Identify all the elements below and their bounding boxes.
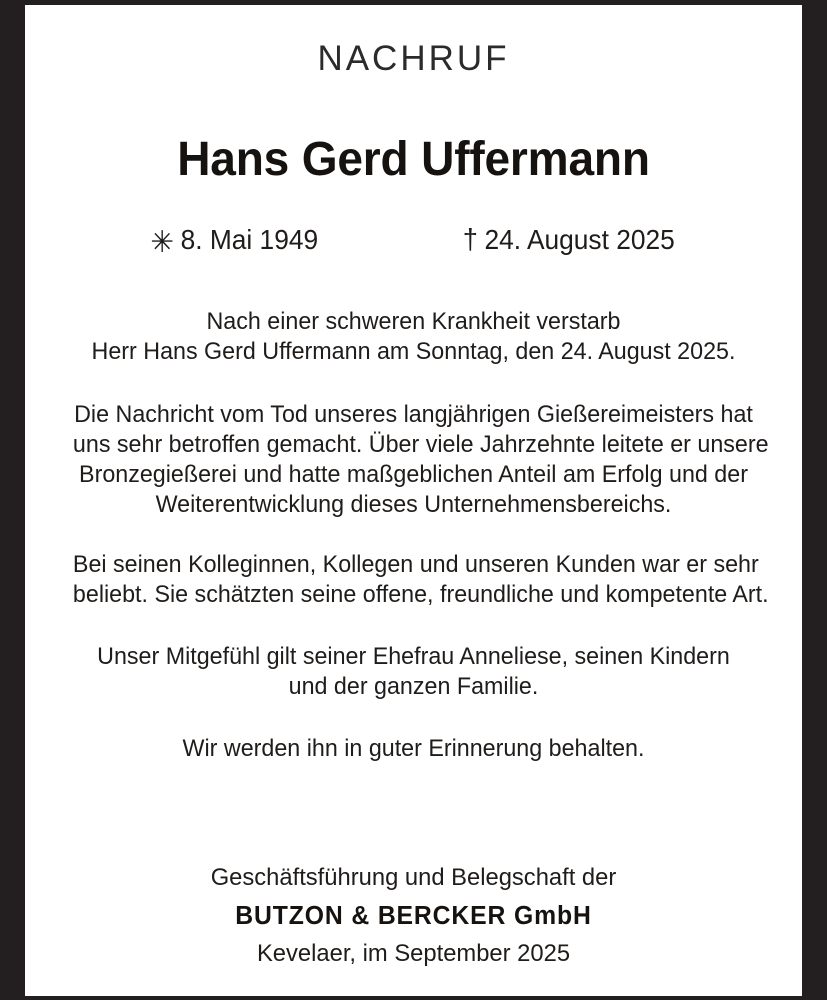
paragraph-line: Die Nachricht vom Tod unseres langjährigen Gießereimeisters hat (74, 401, 753, 428)
death-date-text: 24. August 2025 (484, 224, 676, 255)
birth-star-icon: ✳ (150, 226, 174, 259)
birth-date-entry (150, 224, 319, 259)
paragraph-line: Bronzegießerei und hatte maßgeblichen Anteil am Erfolg und der (79, 461, 748, 488)
paragraph-line: Herr Hans Gerd Uffermann am Sonntag, den 24. August 2025. (91, 338, 736, 365)
paragraph-remembrance (73, 734, 754, 764)
paragraph-line: beliebt. Sie schätzten seine offene, freundliche und kompetente Art. (72, 581, 769, 608)
paragraph-tribute-career (72, 400, 769, 520)
signatory-line: Geschäftsführung und Belegschaft der (210, 864, 617, 891)
deceased-name: Hans Gerd Uffermann (177, 133, 650, 186)
obituary-notice-paper (25, 5, 802, 996)
paragraph-line: Weiterentwicklung dieses Unternehmensbereichs. (155, 491, 672, 518)
death-cross-icon: † (463, 224, 479, 256)
notice-kind-heading: NACHRUF (317, 39, 510, 78)
paragraph-line: Unser Mitgefühl gilt seiner Ehefrau Anneliese, seinen Kindern (97, 643, 730, 670)
paragraph-announcement (73, 307, 754, 367)
paragraph-line: Nach einer schweren Krankheit verstarb (206, 308, 621, 335)
life-dates-row (145, 224, 682, 259)
place-and-date-line: Kevelaer, im September 2025 (256, 940, 571, 967)
paragraph-line: und der ganzen Familie. (288, 673, 539, 700)
paragraph-line: Wir werden ihn in guter Erinnerung behalten. (182, 735, 645, 762)
paragraph-line: Bei seinen Kolleginnen, Kollegen und unseren Kunden war er sehr (72, 551, 759, 578)
death-date-entry (463, 226, 675, 255)
paragraph-condolence (73, 642, 754, 702)
company-name: BUTZON & BERCKER GmbH (235, 902, 592, 930)
obituary-body (55, 307, 772, 764)
paragraph-tribute-character (72, 550, 769, 610)
birth-date-text: 8. Mai 1949 (180, 224, 319, 255)
paragraph-line: uns sehr betroffen gemacht. Über viele Jahrzehnte leitete er unsere (72, 431, 769, 458)
signature-block (55, 860, 772, 972)
